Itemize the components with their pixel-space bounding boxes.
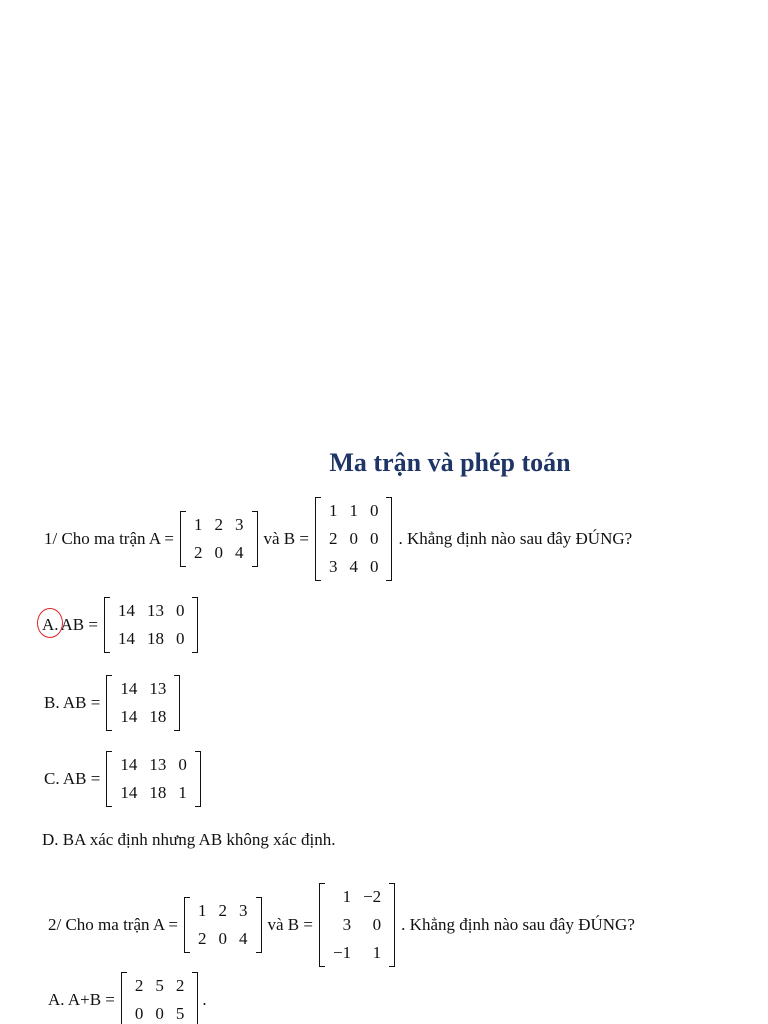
- matrix-row: [192, 925, 254, 953]
- matrix-cell: 1: [349, 501, 358, 520]
- question-1: [42, 498, 634, 580]
- matrix-cell: −2: [363, 887, 382, 906]
- matrix-cell: 5: [175, 1004, 185, 1023]
- q1-prefix: 1/ Cho ma trận A =: [44, 529, 174, 548]
- matrix-cell: 3: [342, 915, 352, 934]
- matrix-row: [188, 539, 250, 567]
- q1-option-b-label: B. AB =: [44, 693, 101, 712]
- q1-option-a-text: AB =: [60, 615, 98, 634]
- matrix-cell: 14: [117, 601, 135, 620]
- matrix-cell: 0: [372, 915, 382, 934]
- q2-suffix: . Khẳng định nào sau đây ĐÚNG?: [401, 915, 635, 934]
- matrix-cell: 0: [349, 529, 358, 548]
- q1-matrix-b: [315, 497, 393, 581]
- matrix-row: [114, 779, 193, 807]
- q1-option-c: [42, 751, 205, 807]
- matrix-cell: 0: [218, 929, 227, 948]
- q1-option-a-matrix: [104, 597, 199, 653]
- matrix-cell: 0: [214, 543, 223, 562]
- matrix-row: [114, 703, 172, 731]
- matrix-row: [188, 511, 250, 539]
- q2-option-a-label: A. A+B =: [48, 990, 115, 1009]
- q1-option-c-label: C. AB =: [44, 769, 101, 788]
- matrix-cell: 2: [328, 529, 338, 548]
- matrix-cell: 2: [198, 929, 207, 948]
- matrix-cell: 0: [175, 601, 185, 620]
- matrix-row: [323, 525, 385, 553]
- page-title: Ma trận và phép toán: [329, 448, 571, 477]
- matrix-cell: 0: [369, 557, 379, 576]
- matrix-cell: 3: [239, 901, 248, 920]
- matrix-cell: 2: [214, 515, 223, 534]
- matrix-cell: 13: [149, 679, 167, 698]
- matrix-cell: −1: [332, 943, 352, 962]
- q1-option-a-label: A.: [42, 615, 59, 634]
- matrix-row: [327, 911, 387, 939]
- matrix-row: [112, 625, 191, 653]
- q1-matrix-a: [180, 511, 258, 567]
- q1-option-b-matrix: [106, 675, 180, 731]
- matrix-cell: 14: [117, 629, 135, 648]
- q2-option-a-end: .: [202, 990, 207, 1009]
- q1-option-d-text: D. BA xác định nhưng AB không xác định.: [42, 830, 336, 849]
- q2-option-a: [46, 972, 207, 1024]
- matrix-cell: 4: [239, 929, 248, 948]
- matrix-row: [112, 597, 191, 625]
- matrix-cell: 0: [155, 1004, 164, 1023]
- matrix-row: [129, 972, 191, 1000]
- matrix-cell: 0: [134, 1004, 144, 1023]
- matrix-row: [114, 751, 193, 779]
- matrix-cell: 3: [235, 515, 244, 534]
- q1-and: và B =: [263, 529, 309, 548]
- matrix-cell: 14: [120, 707, 138, 726]
- q2-option-a-matrix: [121, 972, 199, 1024]
- matrix-cell: 2: [175, 976, 185, 995]
- matrix-cell: 2: [218, 901, 227, 920]
- matrix-cell: 4: [349, 557, 358, 576]
- matrix-cell: 14: [120, 755, 138, 774]
- question-2: [46, 884, 637, 966]
- matrix-cell: 1: [328, 501, 338, 520]
- matrix-cell: 13: [149, 755, 167, 774]
- matrix-cell: 0: [178, 755, 187, 774]
- matrix-cell: 1: [198, 901, 207, 920]
- matrix-cell: 0: [369, 501, 379, 520]
- q2-and: và B =: [267, 915, 313, 934]
- matrix-cell: 1: [194, 515, 203, 534]
- q2-matrix-a: [184, 897, 262, 953]
- q1-option-d: [42, 828, 335, 852]
- matrix-cell: 1: [178, 783, 187, 802]
- matrix-row: [129, 1000, 191, 1024]
- matrix-cell: 4: [235, 543, 244, 562]
- matrix-cell: 5: [155, 976, 164, 995]
- matrix-row: [327, 939, 387, 967]
- matrix-cell: 3: [328, 557, 338, 576]
- matrix-cell: 2: [134, 976, 144, 995]
- matrix-row: [114, 675, 172, 703]
- matrix-cell: 13: [146, 601, 164, 620]
- matrix-row: [327, 883, 387, 911]
- q2-matrix-b: [319, 883, 395, 967]
- matrix-cell: 14: [120, 783, 138, 802]
- q1-suffix: . Khẳng định nào sau đây ĐÚNG?: [398, 529, 633, 548]
- q2-prefix: 2/ Cho ma trận A =: [48, 915, 178, 934]
- matrix-row: [323, 497, 385, 525]
- q1-option-b: [42, 675, 184, 731]
- selected-answer-circle: [42, 615, 59, 635]
- q1-option-c-matrix: [106, 751, 201, 807]
- matrix-cell: 18: [149, 783, 167, 802]
- matrix-cell: 0: [175, 629, 185, 648]
- matrix-cell: 2: [194, 543, 203, 562]
- matrix-cell: 1: [372, 943, 382, 962]
- matrix-cell: 14: [120, 679, 138, 698]
- matrix-cell: 18: [146, 629, 164, 648]
- q1-option-a: [42, 597, 202, 653]
- matrix-row: [323, 553, 385, 581]
- matrix-cell: 0: [369, 529, 379, 548]
- matrix-row: [192, 897, 254, 925]
- matrix-cell: 18: [149, 707, 167, 726]
- matrix-cell: 1: [342, 887, 352, 906]
